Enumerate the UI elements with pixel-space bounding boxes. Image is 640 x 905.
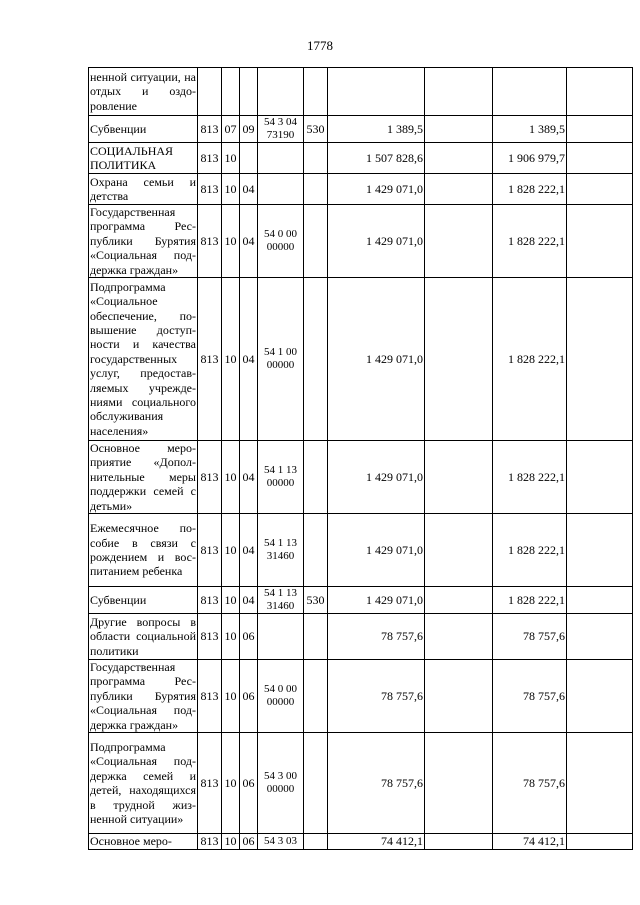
budget-table xyxy=(88,67,633,850)
row-name-cell: Государственная программа Республики Бурятия «Социальная поддержка граждан» xyxy=(90,660,196,732)
admin-code-cell: 813 xyxy=(198,143,222,174)
subsection-code-cell: 04 xyxy=(240,514,258,587)
target-article-cell: 54 0 00 00000 xyxy=(258,205,304,278)
amount-cell: 1 828 222,1 xyxy=(493,205,567,278)
subsection-code-cell xyxy=(240,143,258,174)
amount-cell: 1 828 222,1 xyxy=(493,441,567,514)
subsection-code-cell: 06 xyxy=(240,614,258,660)
expense-type-cell xyxy=(304,68,328,116)
empty-amount-cell xyxy=(425,278,493,441)
row-name-cell: Субвенции xyxy=(89,116,198,143)
expense-type-cell xyxy=(304,205,328,278)
empty-amount-cell xyxy=(425,143,493,174)
subsection-code-cell: 04 xyxy=(240,587,258,614)
empty-amount-cell xyxy=(425,587,493,614)
amount-cell: 1 507 828,6 xyxy=(328,143,425,174)
amount-cell xyxy=(493,68,567,116)
amount-cell: 78 757,6 xyxy=(493,660,567,733)
section-code-cell: 10 xyxy=(222,441,240,514)
section-code-cell: 10 xyxy=(222,205,240,278)
expense-type-cell: 530 xyxy=(304,116,328,143)
subsection-code-cell: 04 xyxy=(240,174,258,205)
admin-code-cell: 813 xyxy=(198,660,222,733)
empty-amount-cell xyxy=(567,143,633,174)
expense-type-cell xyxy=(304,441,328,514)
row-name-cell: Основное мероприятие «Дополнительные меры поддержки семей с детьми» xyxy=(90,441,196,513)
table-row xyxy=(89,834,633,849)
amount-cell: 78 757,6 xyxy=(328,614,425,660)
empty-amount-cell xyxy=(567,614,633,660)
amount-cell xyxy=(328,68,425,116)
admin-code-cell: 813 xyxy=(198,514,222,587)
admin-code-cell: 813 xyxy=(198,587,222,614)
admin-code-cell: 813 xyxy=(198,441,222,514)
amount-cell: 1 828 222,1 xyxy=(493,278,567,441)
section-code-cell: 10 xyxy=(222,514,240,587)
amount-cell: 78 757,6 xyxy=(328,733,425,834)
target-article-cell xyxy=(258,174,304,205)
empty-amount-cell xyxy=(567,660,633,733)
expense-type-cell xyxy=(304,143,328,174)
row-name-cell: Другие вопросы в области социальной политики xyxy=(90,614,196,658)
amount-cell: 74 412,1 xyxy=(493,834,567,849)
target-article-cell: 54 3 00 00000 xyxy=(258,733,304,834)
admin-code-cell: 813 xyxy=(198,174,222,205)
amount-cell: 78 757,6 xyxy=(493,614,567,660)
table-row xyxy=(89,116,633,143)
expense-type-cell xyxy=(304,834,328,849)
admin-code-cell xyxy=(198,68,222,116)
table-row xyxy=(89,143,633,174)
target-article-cell: 54 3 03 xyxy=(258,834,304,849)
subsection-code-cell: 06 xyxy=(240,733,258,834)
empty-amount-cell xyxy=(567,441,633,514)
amount-cell: 1 429 071,0 xyxy=(328,174,425,205)
subsection-code-cell: 04 xyxy=(240,205,258,278)
row-name-cell: Подпрограмма «Социальное обеспечение, повышение доступности и качества государственных услуг, предоставляемых учреждениями социального обслуживания населения» xyxy=(89,278,198,441)
amount-cell: 1 429 071,0 xyxy=(328,514,425,587)
row-name-cell: Государственная программа Республики Бурятия «Социальная поддержка граждан» xyxy=(90,205,196,277)
empty-amount-cell xyxy=(567,116,633,143)
empty-amount-cell xyxy=(567,205,633,278)
target-article-cell xyxy=(258,68,304,116)
amount-cell: 1 906 979,7 xyxy=(493,143,567,174)
row-name-cell: СОЦИАЛЬНАЯ ПОЛИТИКА xyxy=(89,143,198,174)
row-name-cell: ненной ситуации, на отдых и оздоровление xyxy=(89,68,198,116)
empty-amount-cell xyxy=(567,514,633,587)
empty-amount-cell xyxy=(567,834,633,849)
section-code-cell: 10 xyxy=(222,834,240,849)
empty-amount-cell xyxy=(425,116,493,143)
empty-amount-cell xyxy=(567,174,633,205)
row-name-cell: Охрана семьи и детства xyxy=(90,174,196,203)
expense-type-cell xyxy=(304,614,328,660)
target-article-cell xyxy=(258,614,304,660)
section-code-cell xyxy=(222,68,240,116)
section-code-cell: 10 xyxy=(222,733,240,834)
section-code-cell: 07 xyxy=(222,116,240,143)
amount-cell: 1 828 222,1 xyxy=(493,174,567,205)
target-article-cell: 54 1 13 00000 xyxy=(258,441,304,514)
table-row xyxy=(89,587,633,614)
empty-amount-cell xyxy=(425,660,493,733)
subsection-code-cell: 09 xyxy=(240,116,258,143)
empty-amount-cell xyxy=(567,733,633,834)
empty-amount-cell xyxy=(425,174,493,205)
expense-type-cell xyxy=(304,174,328,205)
section-code-cell: 10 xyxy=(222,278,240,441)
subsection-code-cell: 04 xyxy=(240,441,258,514)
empty-amount-cell xyxy=(567,587,633,614)
empty-amount-cell xyxy=(425,68,493,116)
amount-cell: 1 389,5 xyxy=(493,116,567,143)
subsection-code-cell xyxy=(240,68,258,116)
section-code-cell: 10 xyxy=(222,143,240,174)
section-code-cell: 10 xyxy=(222,174,240,205)
admin-code-cell: 813 xyxy=(198,278,222,441)
empty-amount-cell xyxy=(425,205,493,278)
expense-type-cell xyxy=(304,733,328,834)
amount-cell: 78 757,6 xyxy=(328,660,425,733)
amount-cell: 1 429 071,0 xyxy=(328,205,425,278)
expense-type-cell: 530 xyxy=(304,587,328,614)
admin-code-cell: 813 xyxy=(198,733,222,834)
target-article-cell: 54 1 13 31460 xyxy=(258,587,304,614)
table-row xyxy=(89,614,633,660)
empty-amount-cell xyxy=(425,733,493,834)
empty-amount-cell xyxy=(567,68,633,116)
amount-cell: 74 412,1 xyxy=(328,834,425,849)
amount-cell: 1 828 222,1 xyxy=(493,587,567,614)
table-row xyxy=(89,278,633,441)
admin-code-cell: 813 xyxy=(198,116,222,143)
row-name-cell: Ежемесячное пособие в связи с рождением и воспитанием ребенка xyxy=(89,514,198,587)
table-row xyxy=(89,660,633,733)
subsection-code-cell: 06 xyxy=(240,834,258,849)
target-article-cell: 54 3 04 73190 xyxy=(258,116,304,143)
amount-cell: 1 429 071,0 xyxy=(328,278,425,441)
empty-amount-cell xyxy=(425,441,493,514)
target-article-cell xyxy=(258,143,304,174)
table-row xyxy=(89,68,633,116)
table-row xyxy=(89,205,633,278)
table-row xyxy=(89,514,633,587)
page-number: 1778 xyxy=(307,38,333,53)
expense-type-cell xyxy=(304,278,328,441)
amount-cell: 1 828 222,1 xyxy=(493,514,567,587)
row-name-cell: Основное меро- xyxy=(89,834,198,849)
empty-amount-cell xyxy=(425,514,493,587)
empty-amount-cell xyxy=(567,278,633,441)
admin-code-cell: 813 xyxy=(198,205,222,278)
target-article-cell: 54 1 13 31460 xyxy=(258,514,304,587)
row-name-cell: Субвенции xyxy=(89,587,198,614)
row-name-cell: Подпрограмма «Социальная поддержка семей и детей, находящихся в трудной жизненной ситуации» xyxy=(89,733,198,834)
amount-cell: 1 429 071,0 xyxy=(328,441,425,514)
subsection-code-cell: 06 xyxy=(240,660,258,733)
table-row xyxy=(89,733,633,834)
empty-amount-cell xyxy=(425,614,493,660)
table-row xyxy=(89,174,633,205)
target-article-cell: 54 1 00 00000 xyxy=(258,278,304,441)
expense-type-cell xyxy=(304,660,328,733)
target-article-cell: 54 0 00 00000 xyxy=(258,660,304,733)
empty-amount-cell xyxy=(425,834,493,849)
section-code-cell: 10 xyxy=(222,614,240,660)
admin-code-cell: 813 xyxy=(198,614,222,660)
admin-code-cell: 813 xyxy=(198,834,222,849)
subsection-code-cell: 04 xyxy=(240,278,258,441)
section-code-cell: 10 xyxy=(222,587,240,614)
section-code-cell: 10 xyxy=(222,660,240,733)
amount-cell: 78 757,6 xyxy=(493,733,567,834)
expense-type-cell xyxy=(304,514,328,587)
amount-cell: 1 389,5 xyxy=(328,116,425,143)
amount-cell: 1 429 071,0 xyxy=(328,587,425,614)
table-row xyxy=(89,441,633,514)
